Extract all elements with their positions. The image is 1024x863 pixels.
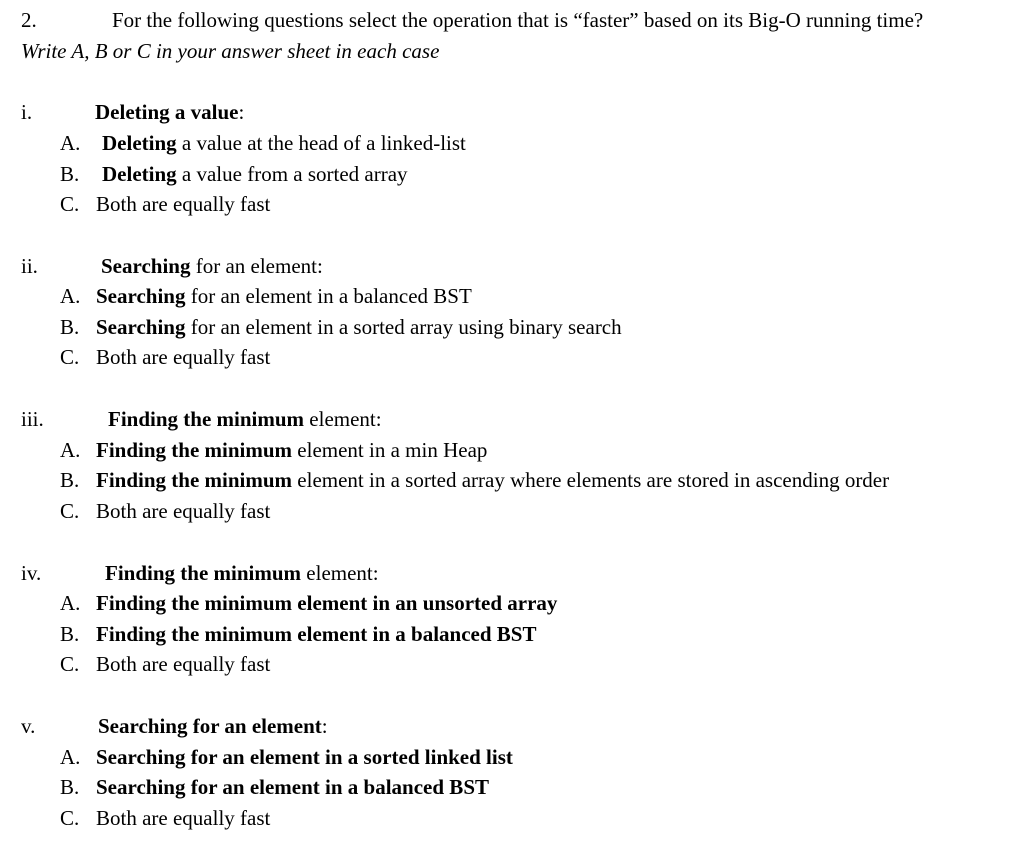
option-c (96, 652, 270, 676)
item-heading (108, 407, 382, 431)
option-a (96, 591, 557, 615)
option-a (96, 438, 487, 462)
option-text: Both are equally fast (96, 499, 271, 523)
option-letter: C. (60, 345, 80, 369)
item-heading-rest: : (321, 714, 328, 738)
item-heading (95, 100, 244, 124)
option-text: Both are equally fast (96, 192, 271, 216)
option-a (96, 745, 513, 769)
option-b (96, 622, 536, 646)
item-heading-bold: Deleting a value (95, 100, 239, 124)
option-text: Both are equally fast (96, 806, 271, 830)
option-letter: C. (60, 652, 80, 676)
question-instruction: Write A, B or C in your answer sheet in each case (21, 39, 440, 63)
item-numeral: iv. (21, 561, 42, 585)
option-bold: Searching for an element in a balanced BST (96, 775, 490, 799)
option-text: for an element in a sorted array using binary search (185, 315, 622, 339)
option-a (96, 284, 472, 308)
item-heading (105, 561, 379, 585)
item-heading-bold: Searching (101, 254, 191, 278)
option-text: element in a min Heap (292, 438, 488, 462)
item-heading-rest: element: (301, 561, 379, 585)
item-heading-bold: Finding the minimum (105, 561, 302, 585)
option-letter: B. (60, 622, 80, 646)
option-b (96, 775, 489, 799)
item-heading-rest: element: (304, 407, 382, 431)
item-heading-bold: Finding the minimum (108, 407, 305, 431)
item-numeral: ii. (21, 254, 38, 278)
option-c (96, 806, 270, 830)
option-text: for an element in a balanced BST (185, 284, 472, 308)
option-text: Both are equally fast (96, 652, 271, 676)
option-c (96, 499, 270, 523)
question-prompt: For the following questions select the operation that is “faster” based on its Big-O running time? (112, 8, 924, 32)
option-letter: B. (60, 468, 80, 492)
option-letter: C. (60, 499, 80, 523)
option-text: a value at the head of a linked-list (176, 131, 466, 155)
option-c (96, 192, 270, 216)
option-letter: A. (60, 284, 81, 308)
option-letter: A. (60, 131, 81, 155)
option-text: a value from a sorted array (176, 162, 408, 186)
item-heading-rest: for an element: (190, 254, 323, 278)
option-a (102, 131, 466, 155)
option-text: element in a sorted array where elements are stored in ascending order (292, 468, 890, 492)
option-c (96, 345, 270, 369)
option-bold: Searching for an element in a sorted linked list (96, 745, 513, 769)
question-number: 2. (21, 8, 37, 32)
option-text: Both are equally fast (96, 345, 271, 369)
option-b (96, 468, 889, 492)
option-bold: Searching (96, 315, 186, 339)
option-letter: C. (60, 192, 80, 216)
option-bold: Finding the minimum (96, 438, 293, 462)
option-b (102, 162, 408, 186)
item-numeral: i. (21, 100, 33, 124)
option-letter: C. (60, 806, 80, 830)
item-heading (98, 714, 328, 738)
item-heading-rest: : (238, 100, 245, 124)
option-letter: B. (60, 162, 80, 186)
option-bold: Finding the minimum element in a balanced BST (96, 622, 537, 646)
option-bold: Searching (96, 284, 186, 308)
option-letter: B. (60, 775, 80, 799)
option-b (96, 315, 622, 339)
option-letter: A. (60, 591, 81, 615)
option-bold: Finding the minimum element in an unsorted array (96, 591, 558, 615)
option-bold: Deleting (102, 162, 177, 186)
item-heading-bold: Searching for an element (98, 714, 322, 738)
option-letter: B. (60, 315, 80, 339)
option-letter: A. (60, 745, 81, 769)
item-heading (101, 254, 323, 278)
option-letter: A. (60, 438, 81, 462)
option-bold: Finding the minimum (96, 468, 293, 492)
item-numeral: iii. (21, 407, 44, 431)
item-numeral: v. (21, 714, 36, 738)
option-bold: Deleting (102, 131, 177, 155)
